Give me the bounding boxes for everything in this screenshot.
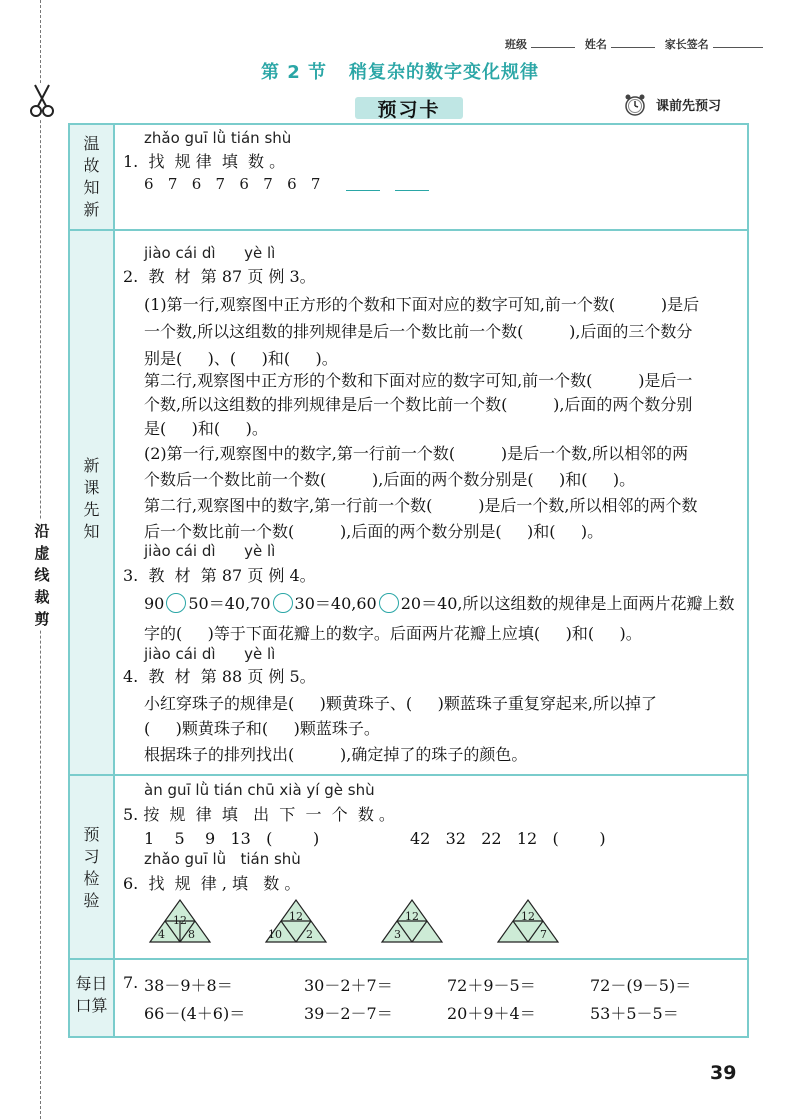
cut-line-label: 沿 虚 线 裁 剪 bbox=[34, 522, 50, 628]
q1-pinyin: zhǎo guī lǜ tián shù bbox=[144, 129, 292, 147]
triangle-1-top: 12 bbox=[173, 914, 187, 927]
triangle-2-left: 10 bbox=[268, 928, 282, 941]
calc-item: 38－9＋8＝ bbox=[144, 976, 233, 995]
q2-text: 2. 教 材 第 87 页 例 3。 bbox=[123, 267, 316, 286]
q6-pinyin: zhǎo guī lǜ tián shù bbox=[144, 850, 301, 868]
parent-signature-label: 家长签名 bbox=[664, 38, 709, 51]
calc-item: 20＋9＋4＝ bbox=[447, 1004, 536, 1023]
q4-line: 根据珠子的排列找出( ),确定掉了的珠子的颜色。 bbox=[144, 745, 528, 764]
operator-circle-blank[interactable] bbox=[166, 593, 186, 613]
triangle-3-top: 12 bbox=[405, 910, 419, 923]
q2-line: (2)第一行,观察图中的数字,第一行前一个数( )是后一个数,所以相邻的两 bbox=[144, 444, 689, 463]
q2-line: 一个数,所以这组数的排列规律是后一个数比前一个数( ),后面的三个数分 bbox=[144, 322, 693, 341]
triangle-1-right: 8 bbox=[188, 928, 195, 941]
q5-text: 5. 按 规 律 填 出 下 一 个 数 。 bbox=[123, 805, 395, 824]
q2-line: 别是( )、( )和( )。 bbox=[144, 349, 338, 368]
q1-text: 1. 找 规 律 填 数 。 bbox=[123, 152, 286, 171]
q2-line: 第二行,观察图中的数字,第一行前一个数( )是后一个数,所以相邻的两个数 bbox=[144, 496, 698, 515]
calc-item: 39－2－7＝ bbox=[304, 1004, 393, 1023]
operator-circle-blank[interactable] bbox=[273, 593, 293, 613]
section-name: 稍复杂的数字变化规律 bbox=[349, 62, 540, 83]
section-label-new: 新课先知 bbox=[83, 456, 100, 541]
class-label: 班级 bbox=[505, 38, 527, 51]
page-number: 39 bbox=[710, 1062, 737, 1084]
calc-item: 72＋9－5＝ bbox=[447, 976, 536, 995]
q2-line: 个数后一个数比前一个数( ),后面的两个数分别是( )和( )。 bbox=[144, 470, 636, 489]
scissors-icon bbox=[27, 83, 57, 119]
section-label-check: 预习检验 bbox=[83, 825, 100, 910]
q5-sequence-b: 42 32 22 12 ( ) bbox=[410, 829, 606, 848]
q2-line: 是( )和( )。 bbox=[144, 419, 268, 438]
triangle-puzzles bbox=[148, 896, 648, 946]
q2-pinyin: jiào cái dì yè lì bbox=[144, 244, 276, 262]
q5-pinyin: àn guī lǜ tián chū xià yí gè shù bbox=[144, 781, 375, 799]
name-blank[interactable] bbox=[611, 47, 655, 48]
q2-line: 第二行,观察图中正方形的个数和下面对应的数字可知,前一个数( )是后一 bbox=[144, 371, 693, 390]
q6-text: 6. 找 规 律 , 填 数 。 bbox=[123, 874, 301, 893]
class-blank[interactable] bbox=[531, 47, 575, 48]
preview-tag: 课前先预习 bbox=[656, 99, 722, 114]
q4-pinyin: jiào cái dì yè lì bbox=[144, 645, 276, 663]
triangle-4-right: 7 bbox=[540, 928, 547, 941]
calc-item: 53＋5－5＝ bbox=[590, 1004, 679, 1023]
q1-answer-blank-2[interactable] bbox=[395, 190, 429, 191]
q3-text: 3. 教 材 第 87 页 例 4。 bbox=[123, 566, 316, 585]
triangle-2-right: 2 bbox=[306, 928, 313, 941]
page-title bbox=[0, 58, 800, 84]
q1-sequence: 6 7 6 7 6 7 6 7 bbox=[144, 175, 321, 193]
q4-text: 4. 教 材 第 88 页 例 5。 bbox=[123, 667, 316, 686]
section-label-review: 温故知新 bbox=[83, 134, 100, 219]
triangle-3-left: 3 bbox=[394, 928, 401, 941]
q7-number: 7. bbox=[123, 973, 139, 992]
q4-line: ( )颗黄珠子和( )颗蓝珠子。 bbox=[144, 719, 380, 738]
name-label: 姓名 bbox=[584, 38, 607, 51]
operator-circle-blank[interactable] bbox=[379, 593, 399, 613]
section-number: 第 2 节 bbox=[260, 62, 328, 83]
q3-line: 字的( )等于下面花瓣上的数字。后面两片花瓣上应填( )和( )。 bbox=[144, 624, 642, 643]
student-info bbox=[505, 36, 769, 52]
q1-answer-blank-1[interactable] bbox=[346, 190, 380, 191]
calc-item: 66－(4＋6)＝ bbox=[144, 1004, 246, 1023]
q5-sequence-a: 1 5 9 13 ( ) bbox=[144, 829, 320, 848]
q3-expression: 90 50＝40,70 30＝40,60 20＝40,所以这组数的规律是上面两片花瓣上数 bbox=[144, 594, 735, 613]
q2-line: 后一个数比前一个数( ),后面的两个数分别是( )和( )。 bbox=[144, 522, 604, 541]
q2-line: 个数,所以这组数的排列规律是后一个数比前一个数( ),后面的两个数分别 bbox=[144, 395, 693, 414]
q2-line: (1)第一行,观察图中正方形的个数和下面对应的数字可知,前一个数( )是后 bbox=[144, 295, 700, 314]
calc-item: 30－2＋7＝ bbox=[304, 976, 393, 995]
section-label-daily: 每日口算 bbox=[75, 974, 108, 1015]
q4-line: 小红穿珠子的规律是( )颗黄珠子、( )颗蓝珠子重复穿起来,所以掉了 bbox=[144, 694, 657, 713]
triangle-1-left: 4 bbox=[158, 928, 165, 941]
triangle-2-top: 12 bbox=[289, 910, 303, 923]
parent-signature-blank[interactable] bbox=[713, 47, 763, 48]
calc-item: 72－(9－5)＝ bbox=[590, 976, 692, 995]
card-title: 预习卡 bbox=[355, 93, 463, 123]
triangle-4-top: 12 bbox=[521, 910, 535, 923]
q3-pinyin: jiào cái dì yè lì bbox=[144, 542, 276, 560]
